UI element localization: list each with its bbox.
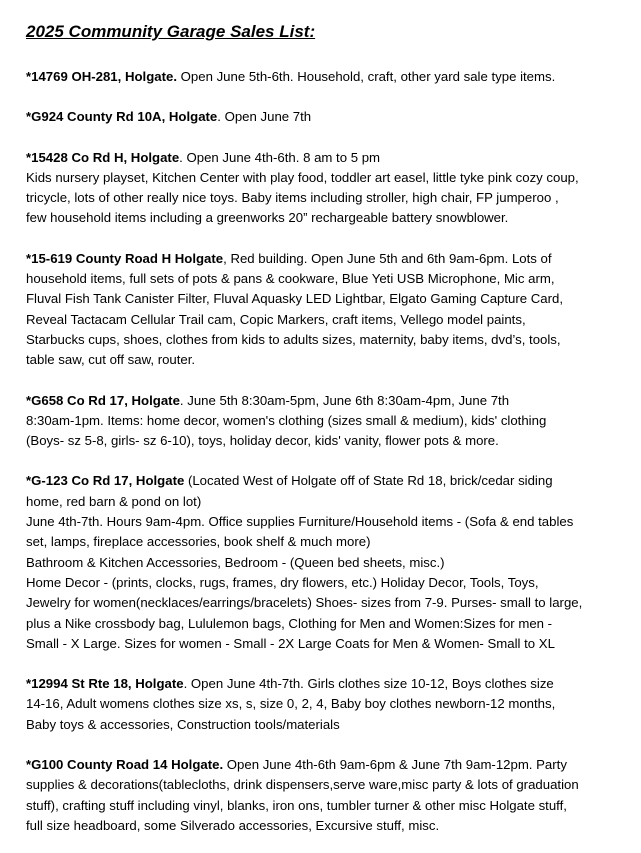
- entry-line: [26, 755, 627, 775]
- entry-text: (Located West of Holgate off of State Rd 18, brick/cedar siding: [184, 473, 553, 489]
- entry-address: *12994 St Rte 18, Holgate: [26, 676, 184, 692]
- entry-text: 8:30am-1pm. Items: home decor, women's clothing (sizes small & medium), kids' clothing: [26, 412, 547, 428]
- entry-address: *G924 County Rd 10A, Holgate: [26, 109, 218, 125]
- entry-address: *G658 Co Rd 17, Holgate: [26, 392, 180, 408]
- garage-sale-entry: [26, 148, 627, 229]
- entry-line: [26, 67, 627, 87]
- garage-sale-entry: [26, 107, 627, 127]
- entry-line: [26, 269, 627, 289]
- entry-address: *G-123 Co Rd 17, Holgate: [26, 473, 185, 489]
- entry-line: [26, 492, 627, 512]
- garage-sale-entry: [26, 391, 627, 452]
- entry-text: Small - X Large. Sizes for women - Small - 2X Large Coats for Men & Women- Small to XL: [26, 635, 555, 651]
- entry-line: [26, 796, 627, 816]
- entry-text: plus a Nike crossbody bag, Lululemon bags, Clothing for Men and Women:Sizes for men -: [26, 615, 553, 631]
- entry-text: (Boys- sz 5-8, girls- sz 6-10), toys, holiday decor, kids' vanity, flower pots & more.: [26, 433, 499, 449]
- entry-text: Open June 5th-6th. Household, craft, other yard sale type items.: [177, 69, 556, 84]
- entry-address: *14769 OH-281, Holgate.: [26, 69, 177, 84]
- page-title: 2025 Community Garage Sales List:: [26, 22, 316, 41]
- entry-text: full size headboard, some Silverado accessories, Excursive stuff, misc.: [26, 817, 440, 833]
- entry-line: [26, 289, 627, 309]
- entry-text: . Open June 7th: [217, 109, 312, 125]
- entry-line: [26, 532, 627, 552]
- entry-text: home, red barn & pond on lot): [26, 493, 202, 509]
- entry-address: *15428 Co Rd H, Holgate: [26, 149, 180, 165]
- garage-sale-entry: [26, 67, 627, 87]
- garage-sale-entry: [26, 755, 627, 836]
- entry-text: . Open June 4th-6th. 8 am to 5 pm: [179, 149, 381, 165]
- entry-line: [26, 411, 627, 431]
- entry-address: *15-619 County Road H Holgate: [26, 250, 224, 266]
- entry-text: Home Decor - (prints, clocks, rugs, frames, dry flowers, etc.) Holiday Decor, Tools, Toys,: [26, 574, 539, 590]
- entry-line: [26, 634, 627, 654]
- entry-line: [26, 107, 627, 127]
- entry-line: [26, 573, 627, 593]
- entry-line: [26, 775, 627, 795]
- entry-text: Fluval Fish Tank Canister Filter, Fluval Aquasky LED Lightbar, Elgato Gaming Capture Card,: [26, 291, 564, 307]
- entry-line: [26, 715, 627, 735]
- garage-sale-entry: [26, 674, 627, 735]
- entry-line: [26, 553, 627, 573]
- entry-text: table saw, cut off saw, router.: [26, 352, 196, 368]
- entry-text: household items, full sets of pots & pans & cookware, Blue Yeti USB Microphone, Mic arm,: [26, 271, 555, 287]
- entry-text: Bathroom & Kitchen Accessories, Bedroom - (Queen bed sheets, misc.): [26, 554, 445, 570]
- garage-sale-entry: [26, 249, 627, 371]
- entry-line: [26, 593, 627, 613]
- entry-line: [26, 249, 627, 269]
- entry-text: 14-16, Adult womens clothes size xs, s, size 0, 2, 4, Baby boy clothes newborn-12 months,: [26, 696, 556, 712]
- entry-line: [26, 471, 627, 491]
- garage-sale-list: [26, 67, 627, 836]
- entry-text: Jewelry for women(necklaces/earrings/bracelets) Shoes- sizes from 7-9. Purses- small to large,: [26, 595, 583, 611]
- entry-text: . Open June 4th-7th. Girls clothes size 10-12, Boys clothes size: [183, 676, 554, 692]
- entry-line: [26, 188, 627, 208]
- entry-line: [26, 148, 627, 168]
- entry-text: . June 5th 8:30am-5pm, June 6th 8:30am-4pm, June 7th: [179, 392, 510, 408]
- entry-text: Reveal Tactacam Cellular Trail cam, Copic Markers, craft items, Vellego model paints,: [26, 311, 526, 327]
- garage-sale-entry: [26, 471, 627, 654]
- entry-line: [26, 391, 627, 411]
- entry-line: [26, 694, 627, 714]
- entry-line: [26, 431, 627, 451]
- entry-text: Kids nursery playset, Kitchen Center with play food, toddler art easel, little tyke pink cozy coup,: [26, 169, 579, 185]
- entry-text: few household items including a greenworks 20” rechargeable battery snowblower.: [26, 210, 509, 226]
- entry-line: [26, 674, 627, 694]
- entry-text: June 4th-7th. Hours 9am-4pm. Office supplies Furniture/Household items - (Sofa & end tables: [26, 514, 574, 530]
- entry-line: [26, 330, 627, 350]
- entry-line: [26, 208, 627, 228]
- entry-line: [26, 310, 627, 330]
- entry-text: Baby toys & accessories, Construction tools/materials: [26, 716, 340, 732]
- entry-text: Starbucks cups, shoes, clothes from kids to adults sizes, maternity, baby items, dvd’s, tools,: [26, 331, 561, 347]
- entry-line: [26, 350, 627, 370]
- entry-line: [26, 168, 627, 188]
- entry-address: *G100 County Road 14 Holgate.: [26, 757, 224, 773]
- entry-text: stuff), crafting stuff including vinyl, blanks, iron ons, tumbler turner & other misc Holgate stuff,: [26, 797, 567, 813]
- entry-text: tricycle, lots of other really nice toys. Baby items including stroller, high chair, FP jumperoo ,: [26, 190, 559, 206]
- entry-line: [26, 816, 627, 836]
- entry-text: set, lamps, fireplace accessories, book shelf & much more): [26, 534, 371, 550]
- entry-line: [26, 614, 627, 634]
- entry-text: , Red building. Open June 5th and 6th 9am-6pm. Lots of: [223, 250, 552, 266]
- entry-line: [26, 512, 627, 532]
- entry-text: supplies & decorations(tablecloths, drink dispensers,serve ware,misc party & lots of graduation: [26, 777, 579, 793]
- entry-text: Open June 4th-6th 9am-6pm & June 7th 9am-12pm. Party: [223, 757, 567, 773]
